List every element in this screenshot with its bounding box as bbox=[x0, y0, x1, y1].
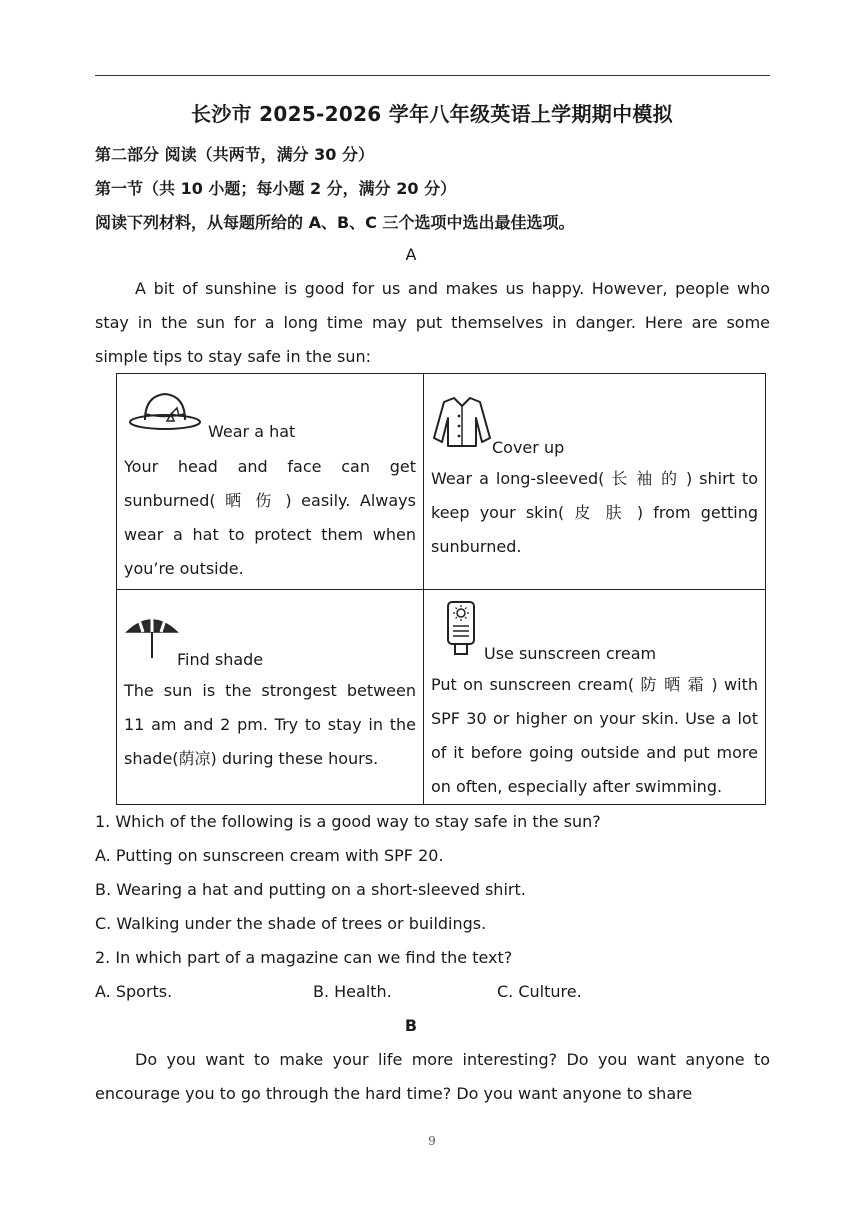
passage-b-label: B bbox=[404, 1016, 418, 1035]
page-title: 长沙市 2025-2026 学年八年级英语上学期期中模拟 bbox=[191, 102, 673, 126]
shirt-icon bbox=[432, 394, 492, 448]
question-2-option-c: C. Culture. bbox=[497, 982, 582, 1001]
tip-cell-cover-up bbox=[424, 374, 766, 590]
section-heading: 第一节（共 10 小题；每小题 2 分，满分 20 分） bbox=[95, 179, 457, 198]
umbrella-icon bbox=[125, 612, 179, 660]
tip-text: Wear a long-sleeved( 长 袖 的 ) shirt to keep your skin( 皮 肤 ) from getting sunburned. bbox=[431, 469, 758, 556]
hat-icon bbox=[127, 388, 203, 432]
sunscreen-icon bbox=[444, 600, 478, 658]
question-1-option-b: B. Wearing a hat and putting on a short-sleeved shirt. bbox=[95, 880, 526, 899]
tip-text: Put on sunscreen cream( 防 晒 霜 ) with SPF 30 or higher on your skin. Use a lot of it before going outside and put more on often, especially after swimming. bbox=[431, 675, 758, 796]
question-1-option-a: A. Putting on sunscreen cream with SPF 20. bbox=[95, 846, 444, 865]
tip-text: The sun is the strongest between 11 am and 2 pm. Try to stay in the shade(荫凉) during these hours. bbox=[124, 681, 416, 768]
tip-cell-hat bbox=[117, 374, 424, 590]
tip-title: Use sunscreen cream bbox=[484, 644, 657, 663]
instructions: 阅读下列材料，从每题所给的 A、B、C 三个选项中选出最佳选项。 bbox=[95, 213, 575, 232]
page-number: 9 bbox=[428, 1134, 436, 1148]
part-heading: 第二部分 阅读（共两节，满分 30 分） bbox=[95, 145, 374, 164]
tip-title: Find shade bbox=[177, 650, 264, 669]
tip-title: Wear a hat bbox=[208, 422, 296, 441]
tip-cell-shade bbox=[117, 590, 424, 805]
tip-text: Your head and face can get sunburned( 晒 伤 ) easily. Always wear a hat to protect them when you’re outside. bbox=[124, 457, 416, 578]
question-2-option-b: B. Health. bbox=[313, 982, 392, 1001]
passage-a-intro: A bit of sunshine is good for us and makes us happy. However, people who stay in the sun for a long time may put themselves in danger. Here are some simple tips to stay safe in the sun: bbox=[95, 279, 770, 366]
question-2-stem: 2. In which part of a magazine can we find the text? bbox=[95, 948, 513, 967]
tip-cell-sunscreen bbox=[424, 590, 766, 805]
question-2-option-a: A. Sports. bbox=[95, 982, 173, 1001]
top-rule bbox=[95, 75, 770, 76]
tip-title: Cover up bbox=[492, 438, 565, 457]
passage-a-label: A bbox=[405, 245, 417, 264]
question-1-option-c: C. Walking under the shade of trees or buildings. bbox=[95, 914, 487, 933]
passage-b-intro: Do you want to make your life more interesting? Do you want anyone to encourage you to go through the hard time? Do you want anyone to share bbox=[95, 1050, 770, 1103]
tips-table bbox=[116, 373, 766, 805]
question-1-stem: 1. Which of the following is a good way to stay safe in the sun? bbox=[95, 812, 601, 831]
